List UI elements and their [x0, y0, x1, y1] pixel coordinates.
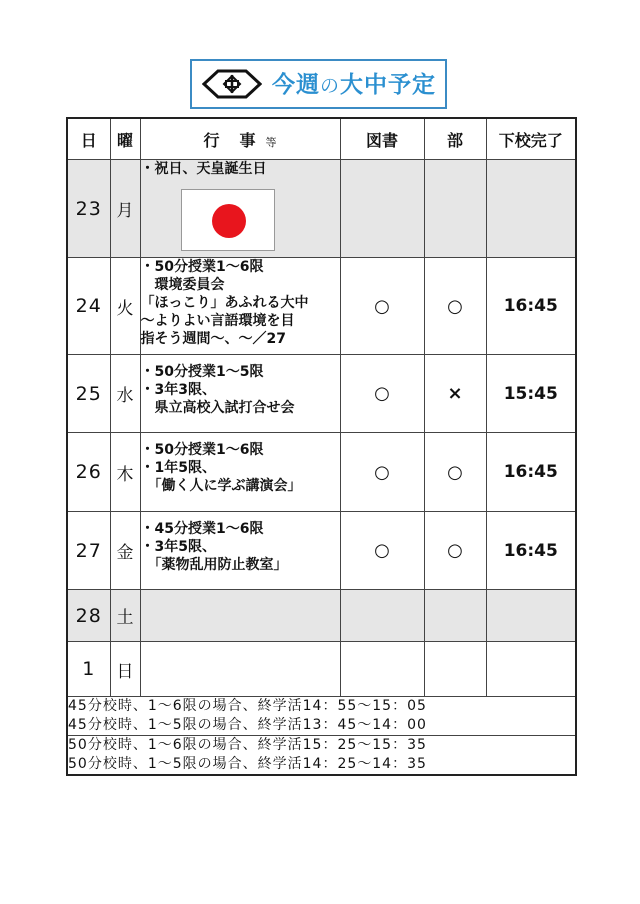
library-cell: ○ — [340, 512, 424, 590]
event-line: ・3年5限、 — [140, 539, 216, 555]
event-line: ・祝日、天皇誕生日 — [140, 161, 267, 177]
note-row — [67, 697, 576, 736]
note-line: 45分校時、1～5限の場合、終学活13：45～14：00 — [68, 717, 427, 733]
event-cell — [140, 355, 340, 433]
note-line: 45分校時、1～6限の場合、終学活14：55～15：05 — [68, 698, 427, 714]
weekday-cell: 土 — [110, 590, 140, 642]
event-cell — [140, 160, 340, 258]
event-line: ・3年3限、 — [140, 382, 216, 398]
header-event — [140, 118, 340, 160]
event-line: 「ほっこり」あふれる大中 — [140, 295, 309, 311]
date-cell: 1 — [67, 642, 110, 697]
flag-sun — [212, 204, 246, 238]
date-cell: 25 — [67, 355, 110, 433]
club-cell: × — [424, 355, 486, 433]
header-club: 部 — [424, 118, 486, 160]
event-cell — [140, 433, 340, 512]
event-line: ・1年5限、 — [140, 460, 216, 476]
header-dismissal: 下校完了 — [486, 118, 576, 160]
banner-title-b: の — [320, 75, 341, 97]
header-library: 図書 — [340, 118, 424, 160]
date-cell: 24 — [67, 258, 110, 355]
note-cell — [67, 736, 576, 776]
weekday-cell: 火 — [110, 258, 140, 355]
weekday-cell: 日 — [110, 642, 140, 697]
dismissal-time-cell — [486, 642, 576, 697]
banner-title — [272, 70, 436, 101]
event-cell — [140, 642, 340, 697]
library-cell: ○ — [340, 433, 424, 512]
club-cell — [424, 160, 486, 258]
header-event-label: 行 事 — [203, 130, 258, 150]
date-cell: 23 — [67, 160, 110, 258]
note-row — [67, 736, 576, 776]
weekday-cell: 月 — [110, 160, 140, 258]
library-cell: ○ — [340, 355, 424, 433]
club-cell — [424, 642, 486, 697]
date-cell: 26 — [67, 433, 110, 512]
dismissal-time-cell: 16:45 — [486, 512, 576, 590]
club-cell — [424, 590, 486, 642]
header-event-small: 等 — [265, 135, 277, 149]
event-line: 指そう週間～、～／27 — [140, 331, 286, 347]
event-line: 「薬物乱用防止教室」 — [140, 557, 288, 573]
event-line: 「働く人に学ぶ講演会」 — [140, 478, 302, 494]
table-row — [67, 258, 576, 355]
banner-title-a: 今週 — [272, 72, 320, 98]
event-line: ～よりよい言語環境を目 — [140, 313, 295, 329]
dismissal-time-cell: 16:45 — [486, 258, 576, 355]
dismissal-time-cell: 15:45 — [486, 355, 576, 433]
table-row — [67, 590, 576, 642]
event-line: ・50分授業1～6限 — [140, 259, 264, 275]
table-row — [67, 512, 576, 590]
header-banner — [190, 59, 447, 109]
dismissal-time-cell — [486, 160, 576, 258]
table-row — [67, 642, 576, 697]
japan-flag-icon — [181, 189, 275, 251]
note-cell — [67, 697, 576, 736]
date-cell: 27 — [67, 512, 110, 590]
event-cell — [140, 590, 340, 642]
header-row — [67, 118, 576, 160]
schedule-table — [66, 117, 577, 776]
table-row — [67, 355, 576, 433]
event-line: 県立高校入試打合せ会 — [140, 400, 295, 416]
club-cell: ○ — [424, 258, 486, 355]
dismissal-time-cell — [486, 590, 576, 642]
banner-title-c: 大中予定 — [340, 72, 437, 98]
library-cell — [340, 642, 424, 697]
header-dow: 曜 — [110, 118, 140, 160]
date-cell: 28 — [67, 590, 110, 642]
table-row — [67, 160, 576, 258]
school-emblem-icon — [202, 69, 262, 99]
event-line: ・45分授業1～6限 — [140, 521, 264, 537]
weekday-cell: 金 — [110, 512, 140, 590]
event-line: 環境委員会 — [140, 277, 225, 293]
event-cell — [140, 512, 340, 590]
table-row — [67, 433, 576, 512]
header-day: 日 — [67, 118, 110, 160]
weekday-cell: 水 — [110, 355, 140, 433]
weekday-cell: 木 — [110, 433, 140, 512]
club-cell: ○ — [424, 433, 486, 512]
note-line: 50分校時、1～6限の場合、終学活15：25～15：35 — [68, 737, 427, 753]
event-line: ・50分授業1～6限 — [140, 442, 264, 458]
note-line: 50分校時、1～5限の場合、終学活14：25～14：35 — [68, 756, 427, 772]
dismissal-time-cell: 16:45 — [486, 433, 576, 512]
library-cell — [340, 590, 424, 642]
library-cell — [340, 160, 424, 258]
club-cell: ○ — [424, 512, 486, 590]
event-cell — [140, 258, 340, 355]
event-line: ・50分授業1～5限 — [140, 364, 264, 380]
library-cell: ○ — [340, 258, 424, 355]
